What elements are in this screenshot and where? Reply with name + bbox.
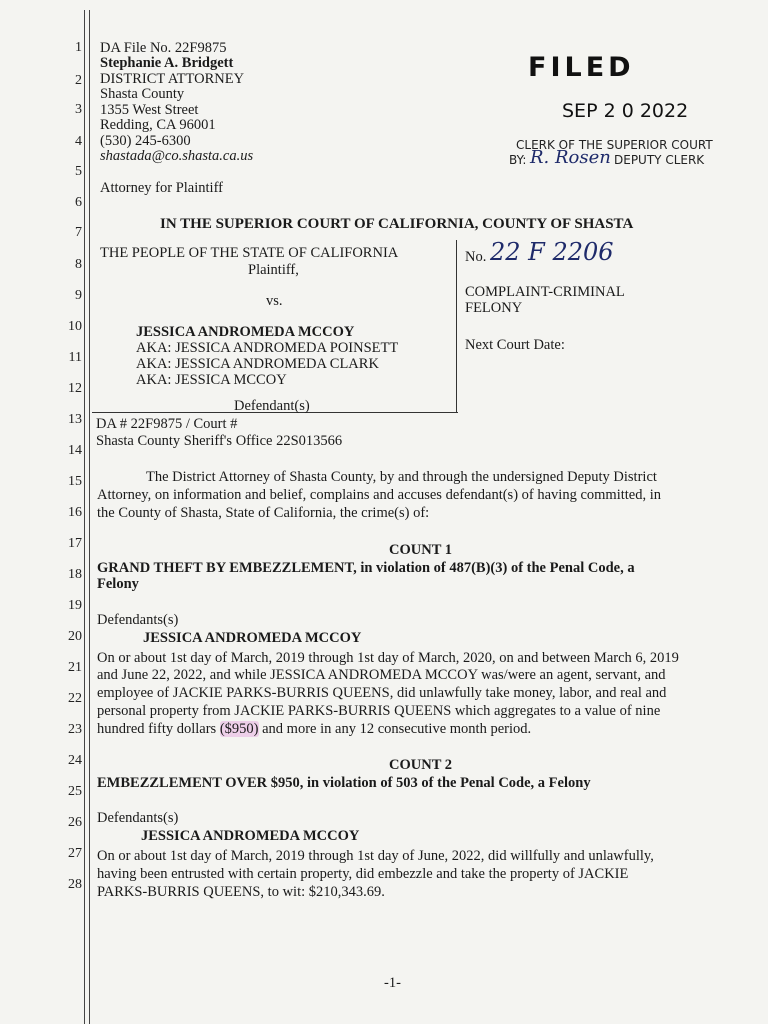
line-number: 7 (75, 225, 82, 240)
document-type: FELONY (465, 300, 523, 316)
count-defendant: JESSICA ANDROMEDA MCCOY (141, 828, 360, 844)
plaintiff-name: THE PEOPLE OF THE STATE OF CALIFORNIA (100, 245, 399, 261)
attorney-name: Stephanie A. Bridgett (100, 55, 234, 71)
line-number: 22 (68, 691, 82, 706)
da-court-number: DA # 22F9875 / Court # (96, 416, 238, 432)
count-body-line: On or about 1st day of March, 2019 through 1st day of March, 2020, on and between March 6, 2019 (97, 650, 679, 666)
highlighted-amount: ($950) (219, 721, 259, 737)
versus: vs. (266, 293, 283, 309)
line-number: 16 (68, 505, 82, 520)
body-text: hundred fifty dollars (97, 721, 220, 737)
attorney-street: 1355 West Street (100, 102, 199, 118)
line-number: 25 (68, 784, 82, 799)
defendants-label: Defendants(s) (97, 612, 179, 628)
defendants-label: Defendants(s) (97, 810, 179, 826)
attorney-for: Attorney for Plaintiff (100, 180, 223, 196)
count-body-line: and June 22, 2022, and while JESSICA ANDROMEDA MCCOY was/were an agent, servant, and (97, 667, 666, 683)
line-number: 19 (68, 598, 82, 613)
attorney-phone: (530) 245-6300 (100, 133, 191, 149)
count-body-line (97, 721, 531, 738)
attorney-city: Redding, CA 96001 (100, 117, 216, 133)
line-number: 26 (68, 815, 82, 830)
count-body-line: personal property from JACKIE PARKS-BURRIS QUEENS which aggregates to a value of nine (97, 703, 661, 719)
count-defendant: JESSICA ANDROMEDA MCCOY (143, 630, 362, 646)
attorney-email: shastada@co.shasta.ca.us (100, 148, 254, 164)
case-number: 22 F 2206 (490, 238, 614, 266)
sheriff-number: Shasta County Sheriff's Office 22S013566 (96, 433, 343, 449)
by-label: BY: (509, 153, 527, 167)
line-number: 2 (75, 73, 82, 88)
attorney-title: DISTRICT ATTORNEY (100, 71, 245, 87)
next-court-date: Next Court Date: (465, 337, 565, 353)
line-number: 15 (68, 474, 82, 489)
margin-line-left-inner (89, 10, 90, 1024)
deputy-clerk-label: DEPUTY CLERK (614, 153, 705, 167)
defendant-aka: AKA: JESSICA ANDROMEDA POINSETT (136, 340, 399, 356)
intro-line: Attorney, on information and belief, complains and accuses defendant(s) of having committed, in (97, 487, 661, 503)
count-charge: EMBEZZLEMENT OVER $950, in violation of 503 of the Penal Code, a Felony (97, 775, 591, 791)
line-number: 4 (75, 134, 82, 149)
count-body-line: employee of JACKIE PARKS-BURRIS QUEENS, did unlawfully take money, labor, and real and (97, 685, 667, 701)
caption-divider (456, 240, 457, 412)
intro-line: The District Attorney of Shasta County, by and through the undersigned Deputy District (146, 469, 657, 485)
count-body-line: PARKS-BURRIS QUEENS, to wit: $210,343.69. (97, 884, 385, 900)
count-heading: COUNT 2 (389, 757, 452, 773)
attorney-county: Shasta County (100, 86, 185, 102)
line-number: 13 (68, 412, 82, 427)
defendant-label: Defendant(s) (234, 398, 310, 414)
defendant-aka: AKA: JESSICA ANDROMEDA CLARK (136, 356, 379, 372)
line-number: 28 (68, 877, 82, 892)
clerk-signature: R. Rosen (530, 147, 611, 168)
count-heading: COUNT 1 (389, 542, 452, 558)
defendant-aka: AKA: JESSICA MCCOY (136, 372, 287, 388)
plaintiff-label: Plaintiff, (248, 262, 299, 278)
line-number: 27 (68, 846, 82, 861)
filed-label: FILED (528, 52, 635, 83)
count-body-line: having been entrusted with certain property, did embezzle and take the property of JACKIE (97, 866, 629, 882)
defendant-name: JESSICA ANDROMEDA MCCOY (136, 324, 355, 340)
line-number: 23 (68, 722, 82, 737)
court-title: IN THE SUPERIOR COURT OF CALIFORNIA, COUNTY OF SHASTA (160, 216, 634, 232)
line-number: 11 (68, 350, 82, 365)
line-number: 21 (68, 660, 82, 675)
da-file-number: DA File No. 22F9875 (100, 40, 227, 56)
line-number: 17 (68, 536, 82, 551)
line-number: 5 (75, 164, 82, 179)
body-text: and more in any 12 consecutive month period. (258, 721, 532, 737)
margin-line-left (84, 10, 85, 1024)
case-number-label: No. (465, 249, 487, 265)
clerk-line: CLERK OF THE SUPERIOR COURT (516, 138, 713, 152)
intro-line: the County of Shasta, State of California, the crime(s) of: (97, 505, 430, 521)
line-number: 8 (75, 257, 82, 272)
document-type: COMPLAINT-CRIMINAL (465, 284, 625, 300)
filed-date: SEP 2 0 2022 (562, 100, 689, 122)
line-number: 3 (75, 102, 82, 117)
page-number: -1- (384, 975, 401, 991)
line-number: 10 (68, 319, 82, 334)
line-number: 1 (75, 40, 82, 55)
line-number: 12 (68, 381, 82, 396)
line-number: 9 (75, 288, 82, 303)
count-body-line: On or about 1st day of March, 2019 through 1st day of June, 2022, did willfully and unlawfully, (97, 848, 654, 864)
line-number: 20 (68, 629, 82, 644)
line-number: 14 (68, 443, 82, 458)
count-charge: GRAND THEFT BY EMBEZZLEMENT, in violation of 487(B)(3) of the Penal Code, a (97, 560, 635, 576)
line-number: 18 (68, 567, 82, 582)
line-number: 24 (68, 753, 82, 768)
line-number: 6 (75, 195, 82, 210)
count-charge: Felony (97, 576, 139, 592)
